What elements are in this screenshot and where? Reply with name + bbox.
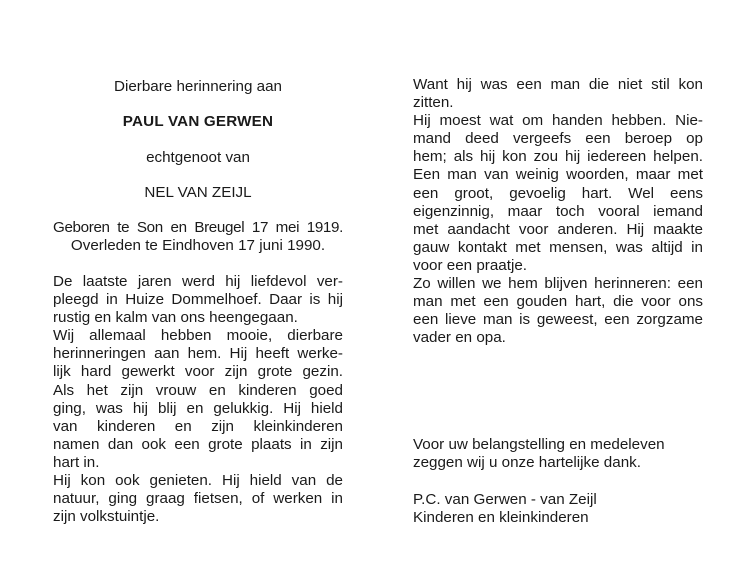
body-line: ging, was hij blij en gelukkig. Hij hield [53, 399, 343, 417]
body-line: mand deed vergeefs een beroep op [413, 130, 703, 148]
body-line: De laatste jaren werd hij liefdevol ver- [53, 273, 343, 290]
body-line: hem; als hij kon zou hij iedereen helpen. [413, 148, 703, 166]
body-line: Een man van weinig woorden, maar met [413, 166, 703, 184]
relation-text: echtgenoot van [146, 149, 250, 166]
body-line: natuur, ging graag fietsen, of werken in [53, 490, 343, 508]
body-line: lijk hard gewerkt voor zijn grote gezin. [53, 363, 343, 381]
thanks-line: Voor uw belangstelling en medeleven [413, 436, 665, 453]
signature-line: Kinderen en kleinkinderen [413, 509, 589, 527]
body-line: voor een praatje. [413, 256, 527, 274]
body-line: hart in. [53, 453, 100, 471]
body-line: eigenzinnig, maar toch vooral iemand [413, 202, 703, 220]
body-line: Als het zijn vrouw en kinderen goed [53, 381, 343, 399]
died-line: Overleden te Eindhoven 17 juni 1990. [70, 237, 326, 255]
deceased-name: PAUL VAN GERWEN [122, 113, 274, 130]
thanks-text [413, 436, 703, 472]
born-line: Geboren te Son en Breugel 17 mei 1919. [53, 219, 343, 236]
body-line: Wij allemaal hebben mooie, dierbare [53, 327, 343, 345]
body-line: zijn volkstuintje. [53, 508, 160, 526]
signature-line: P.C. van Gerwen - van Zeijl [413, 491, 597, 508]
body-line: pleegd in Huize Dommelhoef. Daar is hij [53, 291, 343, 309]
body-line: met aandacht voor anderen. Hij maakte [413, 220, 703, 238]
signature-block [413, 491, 703, 527]
body-line: een groot, gevoelig hart. Wel eens [413, 184, 703, 202]
birth-death-block [53, 219, 343, 255]
body-line: herinneringen aan hem. Hij heeft werke- [53, 345, 343, 363]
left-body-text [53, 273, 343, 526]
body-line: van kinderen en zijn kleinkinderen [53, 417, 343, 435]
body-line: rustig en kalm van ons heengegaan. [53, 309, 298, 327]
body-line: vader en opa. [413, 329, 506, 347]
dedication: Dierbare herinnering aan [113, 78, 282, 95]
body-line: man met een gouden hart, die voor ons [413, 293, 703, 311]
right-body-text [413, 76, 703, 347]
spouse-name: NEL VAN ZEIJL [144, 184, 252, 201]
thanks-line: zeggen wij u onze hartelijke dank. [413, 454, 641, 472]
body-line: Hij moest wat om handen hebben. Nie- [413, 112, 703, 130]
body-line: gauw kontakt met mensen, was altijd in [413, 238, 703, 256]
body-line: een lieve man is geweest, een zorgzame [413, 311, 703, 329]
body-line: Want hij was een man die niet stil kon [413, 76, 703, 93]
body-line: zitten. [413, 94, 454, 112]
body-line: Hij kon ook genieten. Hij hield van de [53, 472, 343, 490]
body-line: Zo willen we hem blijven herinneren: een [413, 275, 703, 293]
body-line: namen dan ook een grote plaats in zijn [53, 435, 343, 453]
